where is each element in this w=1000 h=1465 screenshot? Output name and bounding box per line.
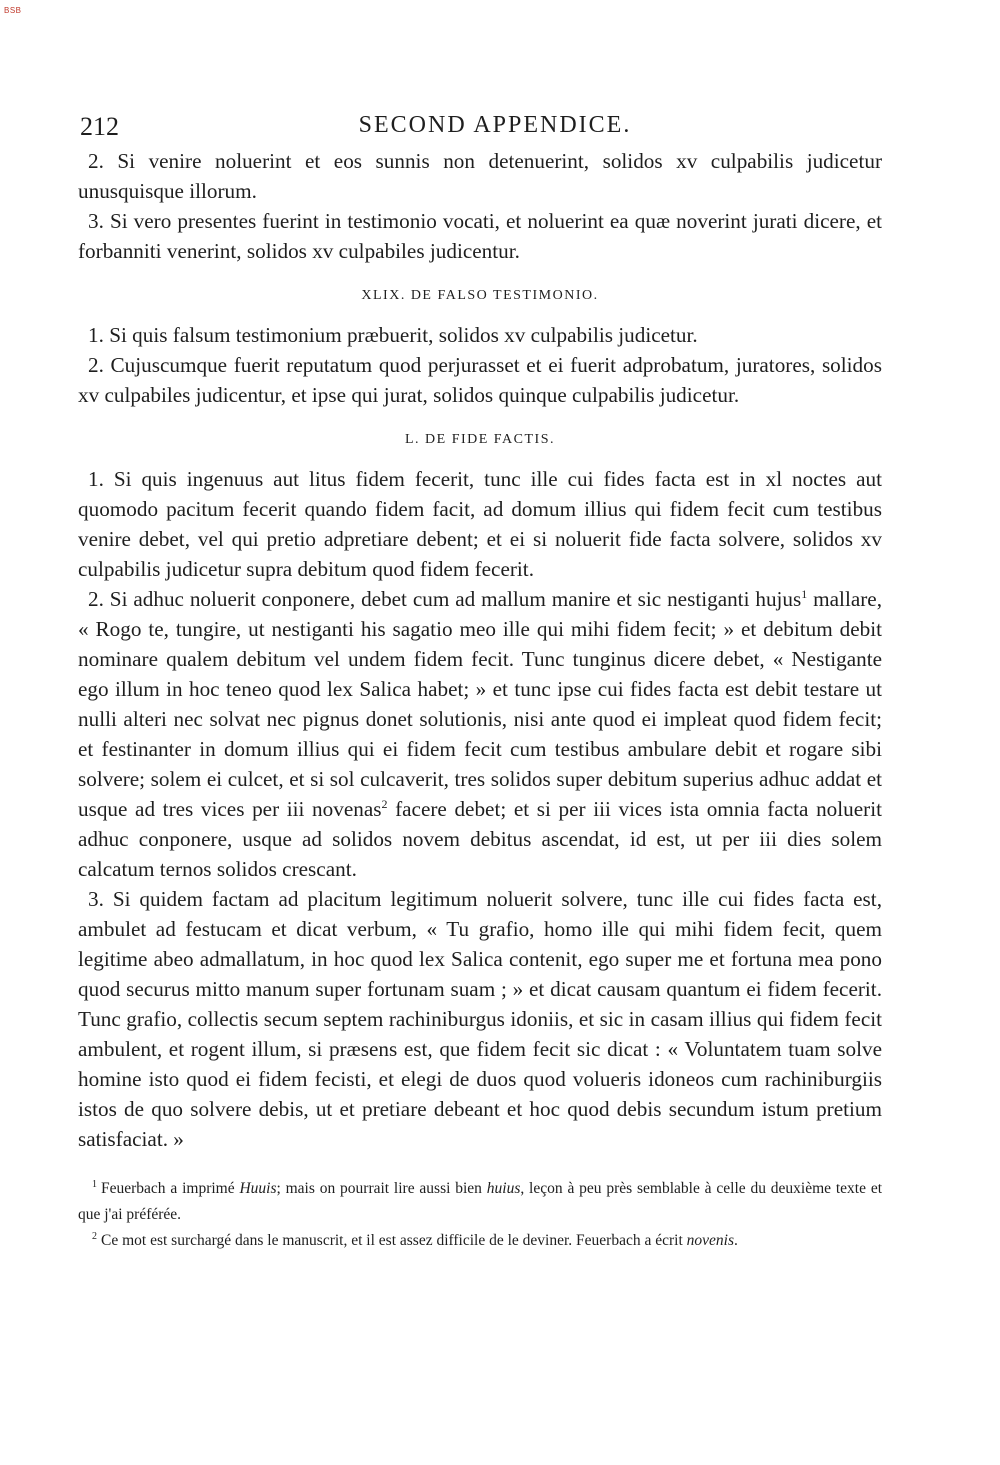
footnote-text: Feuerbach a imprimé xyxy=(101,1180,240,1197)
footnote-text: ; mais on pourrait lire aussi bien xyxy=(276,1180,487,1197)
footnote-italic: huius xyxy=(486,1180,521,1197)
library-stamp: BSB xyxy=(4,6,22,15)
paragraph-1: 1. Si quis ingenuus aut litus fidem fecerit, tunc ille cui fides facta est in xl noctes aut quomodo pacitum fecerit quando fidem facit, ad domum illius qui fidem fecit cum testibus venire debet, vel qui pretio adpretiare debent; et ei si noluerit fide facta solvere, solidos xv culpabilis judicetur supra debitum quod fidem fecerit. xyxy=(78,467,882,581)
page-number: 212 xyxy=(80,112,119,141)
book-page xyxy=(78,112,882,1254)
footnote-italic: Huuis xyxy=(239,1180,277,1197)
footnote-italic: novenis xyxy=(686,1232,734,1249)
paragraph-text: 2. Si adhuc noluerit conponere, debet cum ad mallum manire et sic nestiganti hujus xyxy=(88,587,802,611)
section-xlix xyxy=(78,286,882,410)
paragraph-3: 3. Si vero presentes fuerint in testimonio vocati, et noluerint ea quæ noverint jurati dicere, et forbanniti venerint, solidos xv culpabiles judicentur. xyxy=(78,209,882,263)
footnote-text: Ce mot est surchargé dans le manuscrit, et il est assez difficile de le deviner. Feuerbach a écrit xyxy=(101,1232,687,1249)
footnote-text: . xyxy=(734,1232,738,1249)
footnote-text: , leçon à peu près semblable à celle du deuxième texte et que j'ai préférée. xyxy=(78,1180,882,1223)
paragraph-text: facere debet; et si per iii vices ista omnia facta noluerit adhuc conponere, usque ad solidos novem debitus ascendat, id est, ut per iii dies solem calcatum ternos solidos crescant. xyxy=(78,797,882,881)
footnote-2 xyxy=(78,1228,882,1254)
footnote-ref-1[interactable]: 1 xyxy=(801,586,808,601)
footnotes xyxy=(78,1176,882,1254)
section-heading: L. DE FIDE FACTIS. xyxy=(404,432,556,447)
paragraph-2: 2. Cujuscumque fuerit reputatum quod perjurasset et ei fuerit adprobatum, juratores, solidos xv culpabiles judicentur, et ipse qui jurat, solidos quinque culpabilis judicetur. xyxy=(78,353,882,407)
paragraph-3: 3. Si quidem factam ad placitum legitimum noluerit solvere, tunc ille cui fides facta est, ambulet ad festucam et dicat verbum, « Tu grafio, homo ille qui mihi fidem fecit, quem legitime abeo admallatum, in hoc quod lex Salica contenit, ego super me et fortuna mea pono quod securus mitto manum super fortunam suam ; » et dicat causam quantum ei fidem fecerit. Tunc grafio, collectis secum septem rachiniburgus idoniis, et sic in casam illius qui fidem fecit ambulent, et rogent illum, si præsens est, que fidem fecit sic dicat : « Voluntatem tuam solve homine isto quod ei fidem fecisti, et elegi de duos quod volueris idoneos cum rachiniburgiis istos de quo solvere debis, ut et pretiare debeant et hoc quod debis secundum istum pretium satisfaciat. » xyxy=(78,887,882,1151)
paragraph-2: 2. Si venire noluerint et eos sunnis non detenuerint, solidos xv culpabilis judicetur unusquisque illorum. xyxy=(78,149,882,203)
paragraph-1: 1. Si quis falsum testimonium præbuerit, solidos xv culpabilis judicetur. xyxy=(88,323,698,347)
section-l xyxy=(78,430,882,1154)
running-header xyxy=(78,112,882,146)
footnote-ref-2[interactable]: 2 xyxy=(381,796,388,811)
running-title: SECOND APPENDICE. xyxy=(358,112,632,138)
paragraph-2 xyxy=(78,584,882,884)
footnote-mark: 1 xyxy=(92,1178,97,1190)
footnote-1 xyxy=(78,1176,882,1228)
footnote-mark: 2 xyxy=(92,1230,97,1242)
paragraph-text: mallare, « Rogo te, tungire, ut nestiganti his sagatio meo ille qui mihi fidem fecit; » et debitum debit nominare qualem debitum vel undem fidem fecit. Tunc tunginus dicere debet, « Nestigante ego illum in hoc teneo quod lex Salica habet; » et tunc ipse cui fides facta est debit testare ut nulli alteri nec solvat nec pignus donet solutionis, nisi ante quod ei impleat quod fidem fecit; et festinanter in domum illius qui ei fidem fecit cum testibus ambulare debit et rogare sibi solvere; solem ei culcet, et si sol culcaverit, tres solidos super debitum superius adhuc addat et usque ad tres vices per iii novenas xyxy=(78,587,882,821)
section-heading: XLIX. DE FALSO TESTIMONIO. xyxy=(361,288,599,303)
